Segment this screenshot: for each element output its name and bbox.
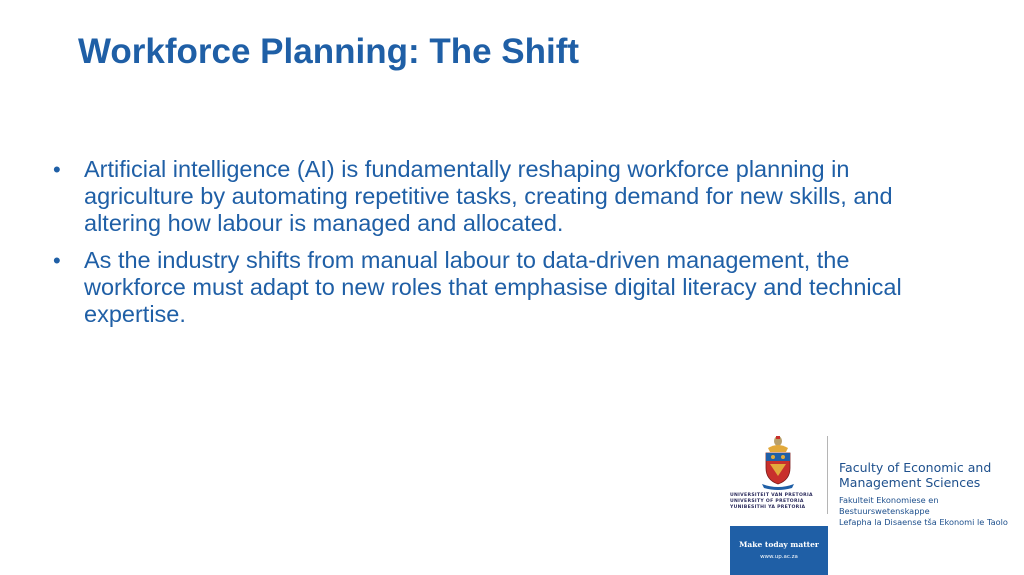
bullet-dot-icon: •	[53, 157, 61, 182]
crest-icon	[758, 434, 798, 492]
bullet-list	[53, 156, 933, 338]
bullet-text: Artificial intelligence (AI) is fundamentally reshaping workforce planning in agriculture by automating repetitive tasks, creating demand for new skills, and altering how labour is managed and allocated.	[84, 156, 893, 236]
university-name-lines	[730, 493, 830, 511]
bullet-item	[53, 247, 933, 328]
tagline-banner	[730, 526, 828, 575]
bullet-item	[53, 156, 933, 237]
university-logo-block	[728, 432, 1024, 575]
faculty-name	[839, 460, 1024, 490]
logo-divider	[827, 436, 828, 514]
university-name-english: UNIVERSITY OF PRETORIA	[730, 499, 804, 504]
slide-title: Workforce Planning: The Shift	[78, 32, 580, 71]
bullet-text: As the industry shifts from manual labour to data-driven management, the workforce must adapt to new roles that emphasise digital literacy and technical expertise.	[84, 247, 902, 327]
university-name-afrikaans: UNIVERSITEIT VAN PRETORIA	[730, 493, 813, 498]
faculty-translations	[839, 495, 1024, 528]
faculty-name-line1: Faculty of Economic and	[839, 460, 992, 475]
faculty-name-sepedi: Lefapha la Disaense tša Ekonomi le Taolo	[839, 517, 1008, 527]
website-url: www.up.ac.za	[760, 554, 798, 560]
tagline-text: Make today matter	[739, 540, 819, 549]
bullet-dot-icon: •	[53, 248, 61, 273]
faculty-name-line2: Management Sciences	[839, 475, 981, 490]
faculty-name-afrikaans: Fakulteit Ekonomiese en Bestuurswetenskappe	[839, 495, 939, 516]
faculty-block	[839, 460, 1024, 528]
university-name-sepedi: YUNIBESITHI YA PRETORIA	[730, 505, 806, 510]
